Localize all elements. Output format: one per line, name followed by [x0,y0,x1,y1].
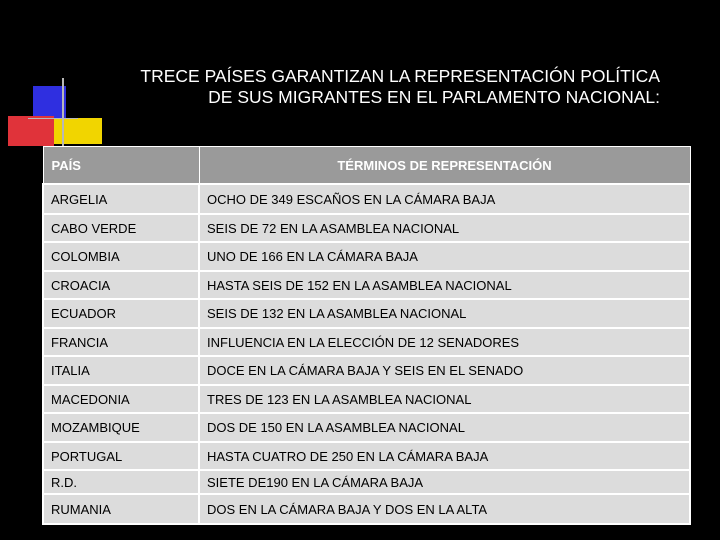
terms-cell: TRES DE 123 EN LA ASAMBLEA NACIONAL [199,385,690,413]
table-row [43,271,690,299]
table-row [43,214,690,242]
terms-cell: SIETE DE190 EN LA CÁMARA BAJA [199,470,690,494]
decorative-horizontal-line [28,118,78,119]
country-cell: ITALIA [43,356,199,385]
header-terms: TÉRMINOS DE REPRESENTACIÓN [199,147,690,185]
table-row [43,242,690,271]
table-row [43,299,690,328]
table-row [43,385,690,413]
terms-cell: SEIS DE 132 EN LA ASAMBLEA NACIONAL [199,299,690,328]
country-cell: ECUADOR [43,299,199,328]
table-row [43,328,690,356]
representation-table-container [42,146,689,525]
terms-cell: DOCE EN LA CÁMARA BAJA Y SEIS EN EL SENADO [199,356,690,385]
country-cell: MOZAMBIQUE [43,413,199,442]
title-line-1: TRECE PAÍSES GARANTIZAN LA REPRESENTACIÓN POLÍTICA [140,66,660,86]
terms-cell: OCHO DE 349 ESCAÑOS EN LA CÁMARA BAJA [199,184,690,214]
terms-cell: DOS EN LA CÁMARA BAJA Y DOS EN LA ALTA [199,494,690,524]
table-row [43,442,690,470]
country-cell: RUMANIA [43,494,199,524]
table-row [43,413,690,442]
country-cell: ARGELIA [43,184,199,214]
terms-cell: HASTA CUATRO DE 250 EN LA CÁMARA BAJA [199,442,690,470]
decorative-vertical-line [62,78,64,148]
terms-cell: INFLUENCIA EN LA ELECCIÓN DE 12 SENADORES [199,328,690,356]
table-row [43,356,690,385]
table-row [43,184,690,214]
decorative-red-square [8,116,54,146]
terms-cell: UNO DE 166 EN LA CÁMARA BAJA [199,242,690,271]
table-header-row [43,147,690,185]
country-cell: R.D. [43,470,199,494]
terms-cell: HASTA SEIS DE 152 EN LA ASAMBLEA NACIONAL [199,271,690,299]
country-cell: PORTUGAL [43,442,199,470]
slide-title [100,66,660,108]
country-cell: COLOMBIA [43,242,199,271]
table-row [43,494,690,524]
country-cell: CROACIA [43,271,199,299]
title-line-2: DE SUS MIGRANTES EN EL PARLAMENTO NACIONAL: [208,87,660,107]
terms-cell: DOS DE 150 EN LA ASAMBLEA NACIONAL [199,413,690,442]
country-cell: FRANCIA [43,328,199,356]
country-cell: CABO VERDE [43,214,199,242]
terms-cell: SEIS DE 72 EN LA ASAMBLEA NACIONAL [199,214,690,242]
representation-table [42,146,691,525]
country-cell: MACEDONIA [43,385,199,413]
header-country: PAÍS [43,147,199,185]
table-body [43,184,690,524]
table-row [43,470,690,494]
